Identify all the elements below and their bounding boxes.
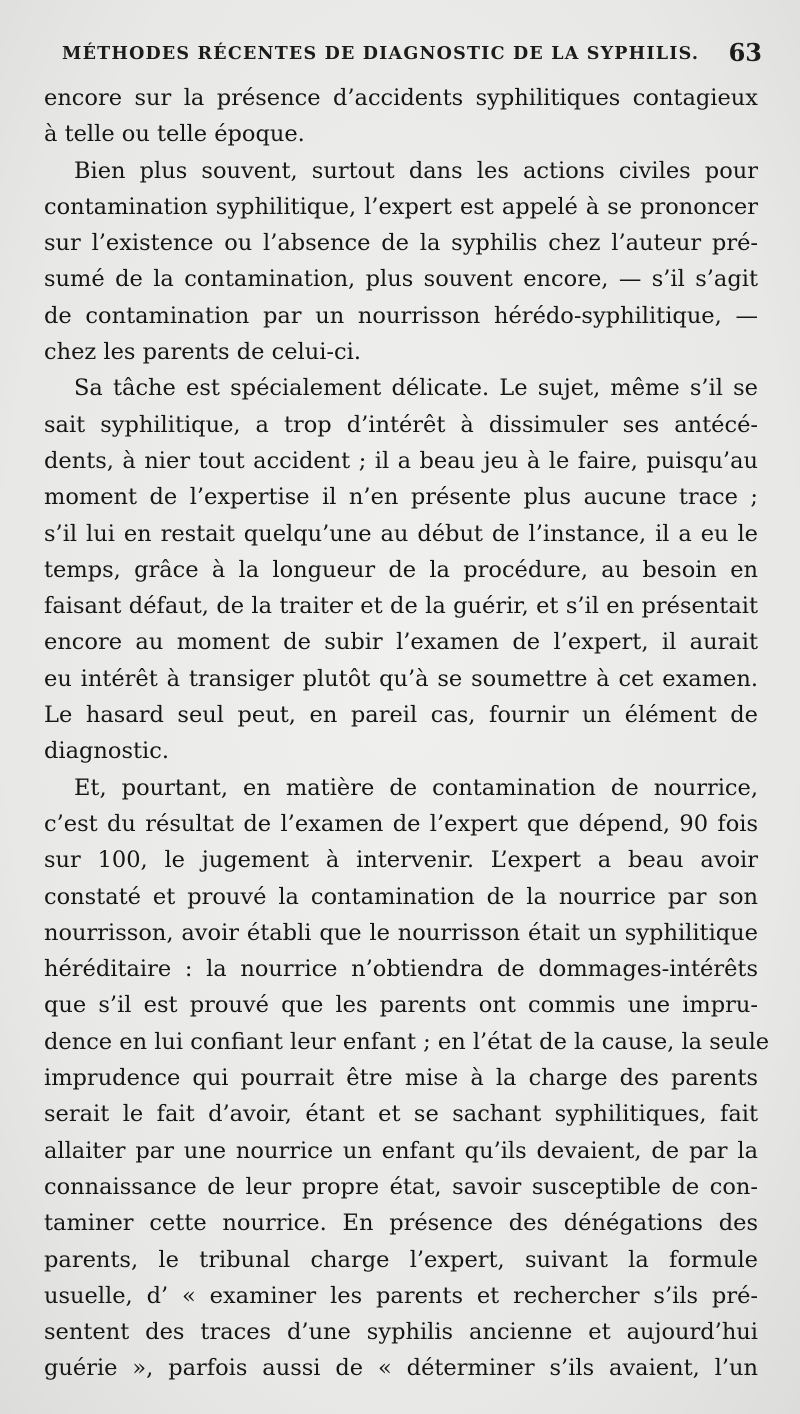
text-line: sait syphilitique, a trop d’intérêt à dissimuler ses antécé- bbox=[44, 411, 758, 438]
text-line: encore au moment de subir l’examen de l’expert, il aurait bbox=[44, 629, 758, 656]
text-line: de contamination par un nourrisson hérédo-syphilitique, — bbox=[44, 302, 758, 329]
text-line: que s’il est prouvé que les parents ont commis une impru- bbox=[44, 992, 758, 1019]
text-line: s’il lui en restait quelqu’une au début de l’instance, il a eu le bbox=[44, 520, 758, 547]
text-line: Sa tâche est spécialement délicate. Le sujet, même s’il se bbox=[74, 375, 758, 402]
page-number: 63 bbox=[728, 38, 762, 67]
body-text bbox=[44, 80, 770, 1387]
text-line: nourrisson, avoir établi que le nourrisson était un syphilitique bbox=[44, 919, 758, 946]
text-line: sur 100, le jugement à intervenir. L’expert a beau avoir bbox=[44, 847, 758, 874]
text-line: Le hasard seul peut, en pareil cas, fournir un élément de bbox=[44, 702, 758, 729]
text-line: c’est du résultat de l’examen de l’expert que dépend, 90 fois bbox=[44, 810, 758, 837]
text-line: moment de l’expertise il n’en présente plus aucune trace ; bbox=[44, 484, 758, 511]
text-line: temps, grâce à la longueur de la procédure, au besoin en bbox=[44, 556, 758, 583]
text-line: allaiter par une nourrice un enfant qu’ils devaient, de par la bbox=[44, 1137, 758, 1164]
text-line: sumé de la contamination, plus souvent encore, — s’il s’agit bbox=[44, 266, 758, 293]
text-line: sur l’existence ou l’absence de la syphilis chez l’auteur pré- bbox=[44, 230, 758, 257]
text-line: parents, le tribunal charge l’expert, suivant la formule bbox=[44, 1246, 758, 1273]
text-line: eu intérêt à transiger plutôt qu’à se soumettre à cet examen. bbox=[44, 665, 758, 692]
text-line: dents, à nier tout accident ; il a beau jeu à le faire, puisqu’au bbox=[44, 447, 758, 474]
text-line: contamination syphilitique, l’expert est appelé à se prononcer bbox=[44, 193, 758, 220]
text-line: usuelle, d’ « examiner les parents et rechercher s’ils pré- bbox=[44, 1282, 758, 1309]
text-line: à telle ou telle époque. bbox=[44, 121, 305, 148]
text-line: sentent des traces d’une syphilis ancienne et aujourd’hui bbox=[44, 1319, 758, 1346]
text-line: serait le fait d’avoir, étant et se sachant syphilitiques, fait bbox=[44, 1101, 758, 1128]
running-title: MÉTHODES RÉCENTES DE DIAGNOSTIC DE LA SYPHILIS. bbox=[62, 44, 700, 64]
text-line: diagnostic. bbox=[44, 738, 169, 765]
page-header bbox=[0, 38, 800, 78]
text-line: Bien plus souvent, surtout dans les actions civiles pour bbox=[74, 157, 758, 184]
text-line: imprudence qui pourrait être mise à la charge des parents bbox=[44, 1065, 758, 1092]
text-line: encore sur la présence d’accidents syphilitiques contagieux bbox=[44, 85, 758, 111]
text-line: dence en lui confiant leur enfant ; en l’état de la cause, la seule bbox=[44, 1028, 770, 1055]
text-line: héréditaire : la nourrice n’obtiendra de dommages-intérêts bbox=[44, 956, 758, 983]
text-line: connaissance de leur propre état, savoir susceptible de con- bbox=[44, 1173, 758, 1200]
text-line: Et, pourtant, en matière de contamination de nourrice, bbox=[74, 774, 758, 801]
text-line: chez les parents de celui-ci. bbox=[44, 339, 361, 366]
text-line: taminer cette nourrice. En présence des dénégations des bbox=[44, 1210, 758, 1237]
text-line: faisant défaut, de la traiter et de la guérir, et s’il en présentait bbox=[44, 593, 758, 620]
text-line: constaté et prouvé la contamination de la nourrice par son bbox=[44, 883, 758, 910]
text-line: guérie », parfois aussi de « déterminer s’ils avaient, l’un bbox=[44, 1355, 758, 1382]
